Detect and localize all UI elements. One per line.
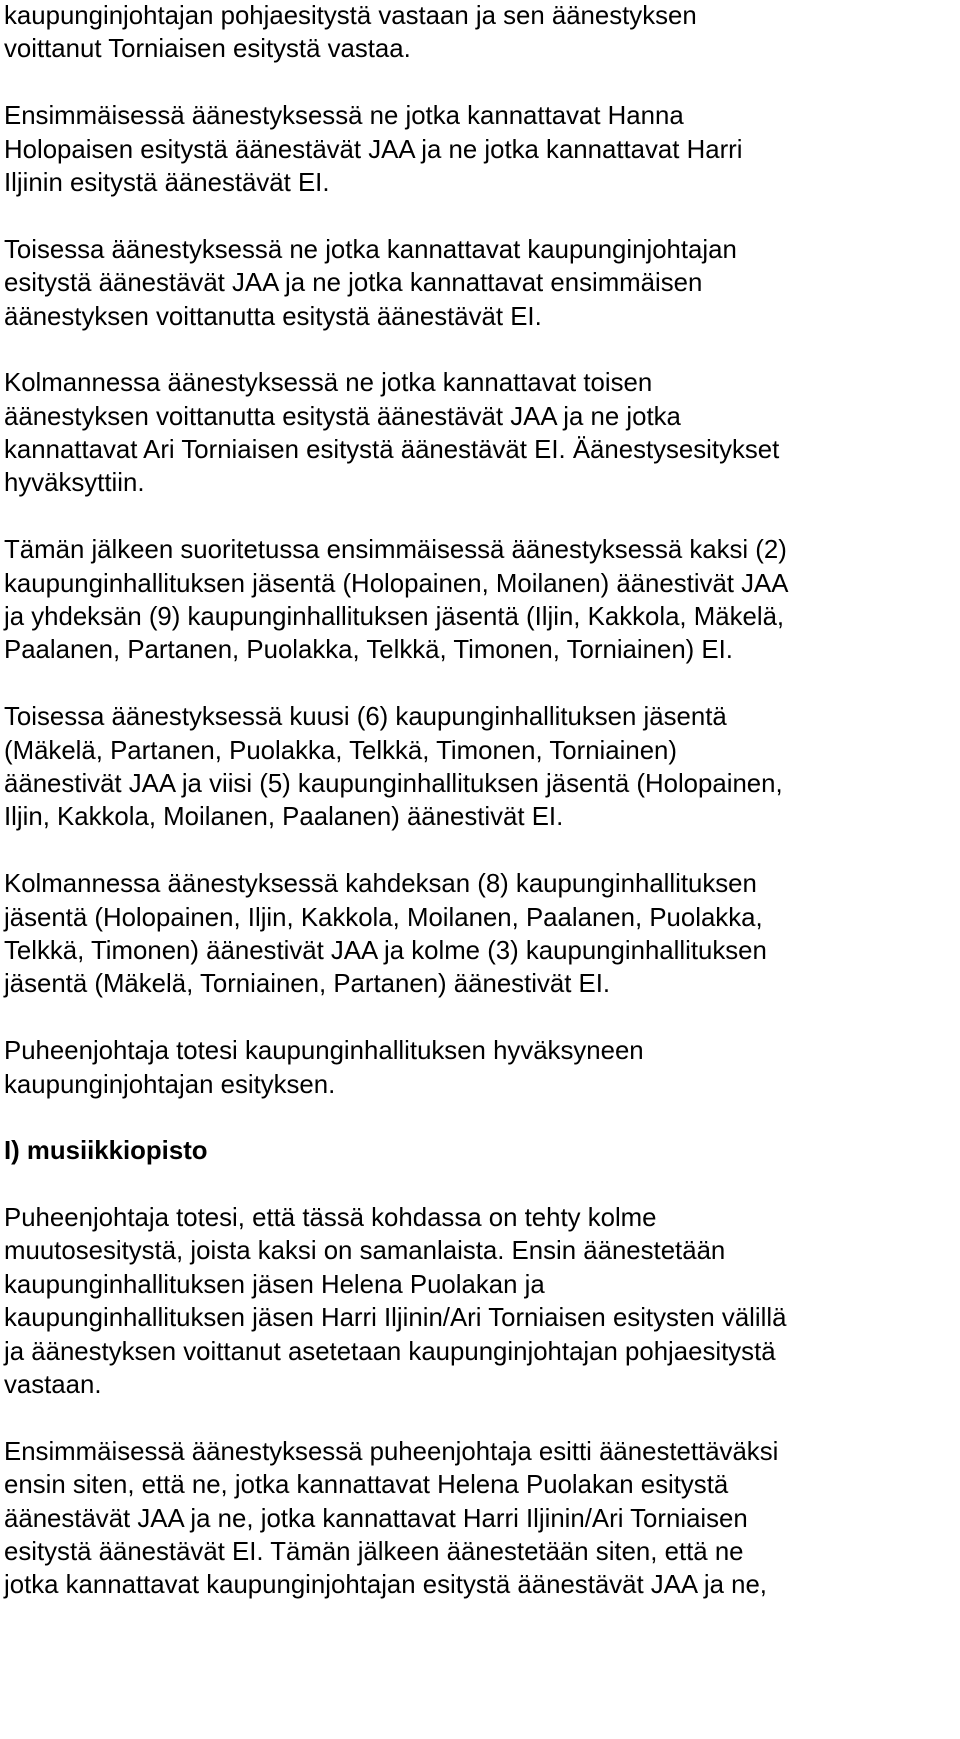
text-line: Puheenjohtaja totesi, että tässä kohdassa on tehty kolme <box>4 1204 657 1233</box>
text-line: vastaan. <box>4 1371 102 1400</box>
text-line: äänestävät JAA ja ne, jotka kannattavat Harri Iljinin/Ari Torniaisen <box>4 1504 748 1533</box>
text-line: kaupunginjohtajan esityksen. <box>4 1070 336 1099</box>
paragraph-first-vote-result <box>4 534 954 668</box>
paragraph-first-vote-rule <box>4 100 954 200</box>
text-line: Toisessa äänestyksessä kuusi (6) kaupunginhallituksen jäsentä <box>4 703 727 732</box>
text-line: Iljinin esitystä äänestävät EI. <box>4 168 330 197</box>
text-line: kannattavat Ari Torniaisen esitystä äänestävät EI. Äänestysesitykset <box>4 436 780 465</box>
text-line: esitystä äänestävät JAA ja ne jotka kannattavat ensimmäisen <box>4 269 703 298</box>
text-line: Paalanen, Partanen, Puolakka, Telkkä, Timonen, Torniainen) EI. <box>4 636 733 665</box>
text-line: muutosesitystä, joista kaksi on samanlaista. Ensin äänestetään <box>4 1237 726 1266</box>
text-line: Kolmannessa äänestyksessä ne jotka kannattavat toisen <box>4 369 653 398</box>
section-heading-musiikkiopisto <box>4 1135 954 1168</box>
text-line: esitystä äänestävät EI. Tämän jälkeen äänestetään siten, että ne <box>4 1537 744 1566</box>
paragraph-chair-conclusion <box>4 1035 954 1102</box>
text-line: hyväksyttiin. <box>4 469 145 498</box>
paragraph-first-vote-proposal <box>4 1436 954 1603</box>
heading-line: I) musiikkiopisto <box>4 1137 208 1166</box>
paragraph-third-vote-result <box>4 868 954 1002</box>
text-line: Telkkä, Timonen) äänestivät JAA ja kolme (3) kaupunginhallituksen <box>4 936 767 965</box>
text-line: äänestyksen voittanutta esitystä äänestävät EI. <box>4 302 542 331</box>
text-line: Toisessa äänestyksessä ne jotka kannattavat kaupunginjohtajan <box>4 235 737 264</box>
text-line: ja yhdeksän (9) kaupunginhallituksen jäsentä (Iljin, Kakkola, Mäkelä, <box>4 603 785 632</box>
paragraph-amendments-intro <box>4 1202 954 1402</box>
text-line: jäsentä (Holopainen, Iljin, Kakkola, Moilanen, Paalanen, Puolakka, <box>4 903 763 932</box>
text-line: Ensimmäisessä äänestyksessä puheenjohtaja esitti äänestettäväksi <box>4 1437 779 1466</box>
paragraph-third-vote-rule <box>4 367 954 501</box>
text-line: kaupunginhallituksen jäsen Harri Iljinin/Ari Torniaisen esitysten välillä <box>4 1304 787 1333</box>
text-line: ja äänestyksen voittanut asetetaan kaupunginjohtajan pohjaesitystä <box>4 1337 776 1366</box>
text-line: Holopaisen esitystä äänestävät JAA ja ne jotka kannattavat Harri <box>4 135 743 164</box>
text-line: kaupunginhallituksen jäsen Helena Puolakan ja <box>4 1270 545 1299</box>
text-line: Ensimmäisessä äänestyksessä ne jotka kannattavat Hanna <box>4 102 684 131</box>
text-line: Tämän jälkeen suoritetussa ensimmäisessä äänestyksessä kaksi (2) <box>4 536 787 565</box>
text-line: voittanut Torniaisen esitystä vastaa. <box>4 35 411 64</box>
paragraph-intro-continuation <box>4 0 954 67</box>
text-line: kaupunginjohtajan pohjaesitystä vastaan ja sen äänestyksen <box>4 2 697 30</box>
paragraph-second-vote-rule <box>4 234 954 334</box>
text-line: Kolmannessa äänestyksessä kahdeksan (8) kaupunginhallituksen <box>4 870 757 899</box>
text-line: ensin siten, että ne, jotka kannattavat Helena Puolakan esitystä <box>4 1471 729 1500</box>
text-line: jotka kannattavat kaupunginjohtajan esitystä äänestävät JAA ja ne, <box>4 1571 767 1600</box>
text-line: Iljin, Kakkola, Moilanen, Paalanen) äänestivät EI. <box>4 803 564 832</box>
text-line: Puheenjohtaja totesi kaupunginhallituksen hyväksyneen <box>4 1037 644 1066</box>
paragraph-second-vote-result <box>4 701 954 835</box>
text-line: äänestyksen voittanutta esitystä äänestävät JAA ja ne jotka <box>4 402 681 431</box>
text-line: (Mäkelä, Partanen, Puolakka, Telkkä, Timonen, Torniainen) <box>4 736 677 765</box>
text-line: kaupunginhallituksen jäsentä (Holopainen, Moilanen) äänestivät JAA <box>4 569 789 598</box>
text-line: äänestivät JAA ja viisi (5) kaupunginhallituksen jäsentä (Holopainen, <box>4 769 783 798</box>
text-line: jäsentä (Mäkelä, Torniainen, Partanen) äänestivät EI. <box>4 970 611 999</box>
